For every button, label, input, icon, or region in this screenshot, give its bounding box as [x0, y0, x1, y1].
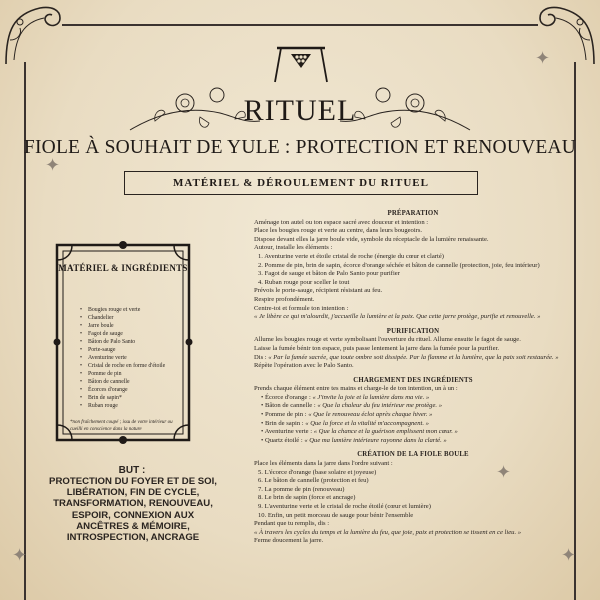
list-item: • Cristal de roche en forme d'étoile: [80, 362, 165, 370]
cauldron-icon: [273, 44, 329, 84]
list-item: • Bougies rouge et verte: [80, 306, 165, 314]
materiel-note: *non fraîchement coupé ; issu de votre intérieur ou cueilli en conscience dans la nature: [70, 420, 173, 432]
list-item: • Bâton de Palo Santo: [80, 338, 165, 346]
but-body: PROTECTION DU FOYER ET DE SOI, LIBÉRATION, FIN DE CYCLE, TRANSFORMATION, RENOUVEAU, ESPOIR, CONNEXION AUX ANCÊTRES & MÉMOIRE, INTROSPECTION, ANCRAGE: [49, 476, 217, 544]
list-item: • Brin de sapin*: [80, 394, 165, 402]
ritual-steps: PRÉPARATION Aménage ton autel ou ton espace sacré avec douceur et intention : Place les bougies rouge et verte au centre, dans leurs bougeoirs. Dispose devant elles la jarre boule vide, symbole du réceptacle de la lumière renaissante. Autour, installe les éléments : 1. Aventurine verte et étoile cristal de roche (énergie du cœur et clarté) 2. Pomme de pin, brin de sapin, écorce d'orange séchée et bâton de cannelle (protection, joie, feu intérieur) 3. Fagot de sauge et bâton de Palo Santo pour purifier 4. Ruban rouge pour sceller le tout Prévois le porte-sauge, récipient résistant au feu. Respire profondément. Centre-toi et formule ton intention : « Je libère ce qui m'alourdit, j'accueille la lumière et la paix. Que cette jarre protège, purifie et renouvelle. » PURIFICATION Allume les bougies rouge et verte symbolisant l'ouverture du rituel. Allume ensuite le fagot de sauge. Laisse la fumée bénir ton espace, puis passe lentement la jarre dans la fumée pour la purifier. Dis : « Par la fumée sacrée, que toute ombre soit dissipée. Par la flamme et la lumière, que la paix soit restaurée. » Répète l'opération avec le Palo Santo. CHARGEMENT DES INGRÉDIENTS Prends chaque élément entre tes mains et charge-le de ton intention, un à un : • Écorce d'orange : « J'invite la joie et la lumière dans ma vie. » • Bâton de cannelle : « Que la chaleur du feu intérieur me protège. » • Pomme de pin : « Que le renouveau éclot après chaque hiver. » • Brin de sapin : « Que la force et la vitalité m'accompagnent. » • Aventurine verte : « Que la chance et la guérison emplissent mon cœur. » • Quartz étoilé : « Que ma lumière intérieure rayonne dans la clarté. » CRÉATION DE LA FIOLE BOULE Place les éléments dans la jarre dans l'ordre suivant : 5. L'écorce d'orange (base solaire et joyeuse) 6. Le bâton de cannelle (protection et feu) 7. La pomme de pin (renouveau) 8. Le brin de sapin (force et ancrage) 9. L'aventurine verte et le cristal de roche étoilé (cœur et lumière) 10. Enfin, un petit morceau de sauge pour bénir l'ensemble Pendant que tu remplis, dis : « À travers les cycles du temps et la lumière du feu, que joie, paix et protection se tissent en ce lieu. » Ferme doucement la jarre.: [254, 210, 572, 546]
sparkle-icon: ✦: [496, 462, 512, 483]
sparkle-icon: ✦: [561, 545, 577, 566]
section-title: CRÉATION DE LA FIOLE BOULE: [357, 451, 469, 459]
page-subtitle: FIOLE À SOUHAIT DE YULE : PROTECTION ET RENOUVEAU: [23, 137, 577, 158]
section-title: PRÉPARATION: [387, 210, 439, 217]
list-item: • Pomme de pin: [80, 370, 165, 378]
list-item: • Chandelier: [80, 314, 165, 322]
list-item: • Bâton de cannelle: [80, 378, 165, 386]
list-item: • Porte-sauge: [80, 346, 165, 354]
materiel-list: [80, 306, 165, 410]
section-title: PURIFICATION: [386, 327, 440, 335]
list-item: • Ruban rouge: [80, 402, 165, 410]
page-title: RITUEL: [243, 94, 357, 127]
but-title: BUT :: [118, 465, 146, 476]
frame-top-line: [62, 24, 538, 26]
section-title: CHARGEMENT DES INGRÉDIENTS: [353, 376, 473, 384]
list-item: • Fagot de sauge: [80, 330, 165, 338]
sparkle-icon: ✦: [535, 48, 551, 69]
corner-flourish-icon: [0, 0, 70, 70]
list-item: • Aventurine verte: [80, 354, 165, 362]
list-item: • Jarre boule: [80, 322, 165, 330]
sparkle-icon: ✦: [12, 545, 28, 566]
section-banner: MATÉRIEL & DÉROULEMENT DU RITUEL: [124, 171, 478, 195]
list-item: • Écorces d'orange: [80, 386, 165, 394]
materiel-title: MATÉRIEL & INGRÉDIENTS: [58, 263, 188, 273]
sparkle-icon: ✦: [45, 155, 61, 176]
